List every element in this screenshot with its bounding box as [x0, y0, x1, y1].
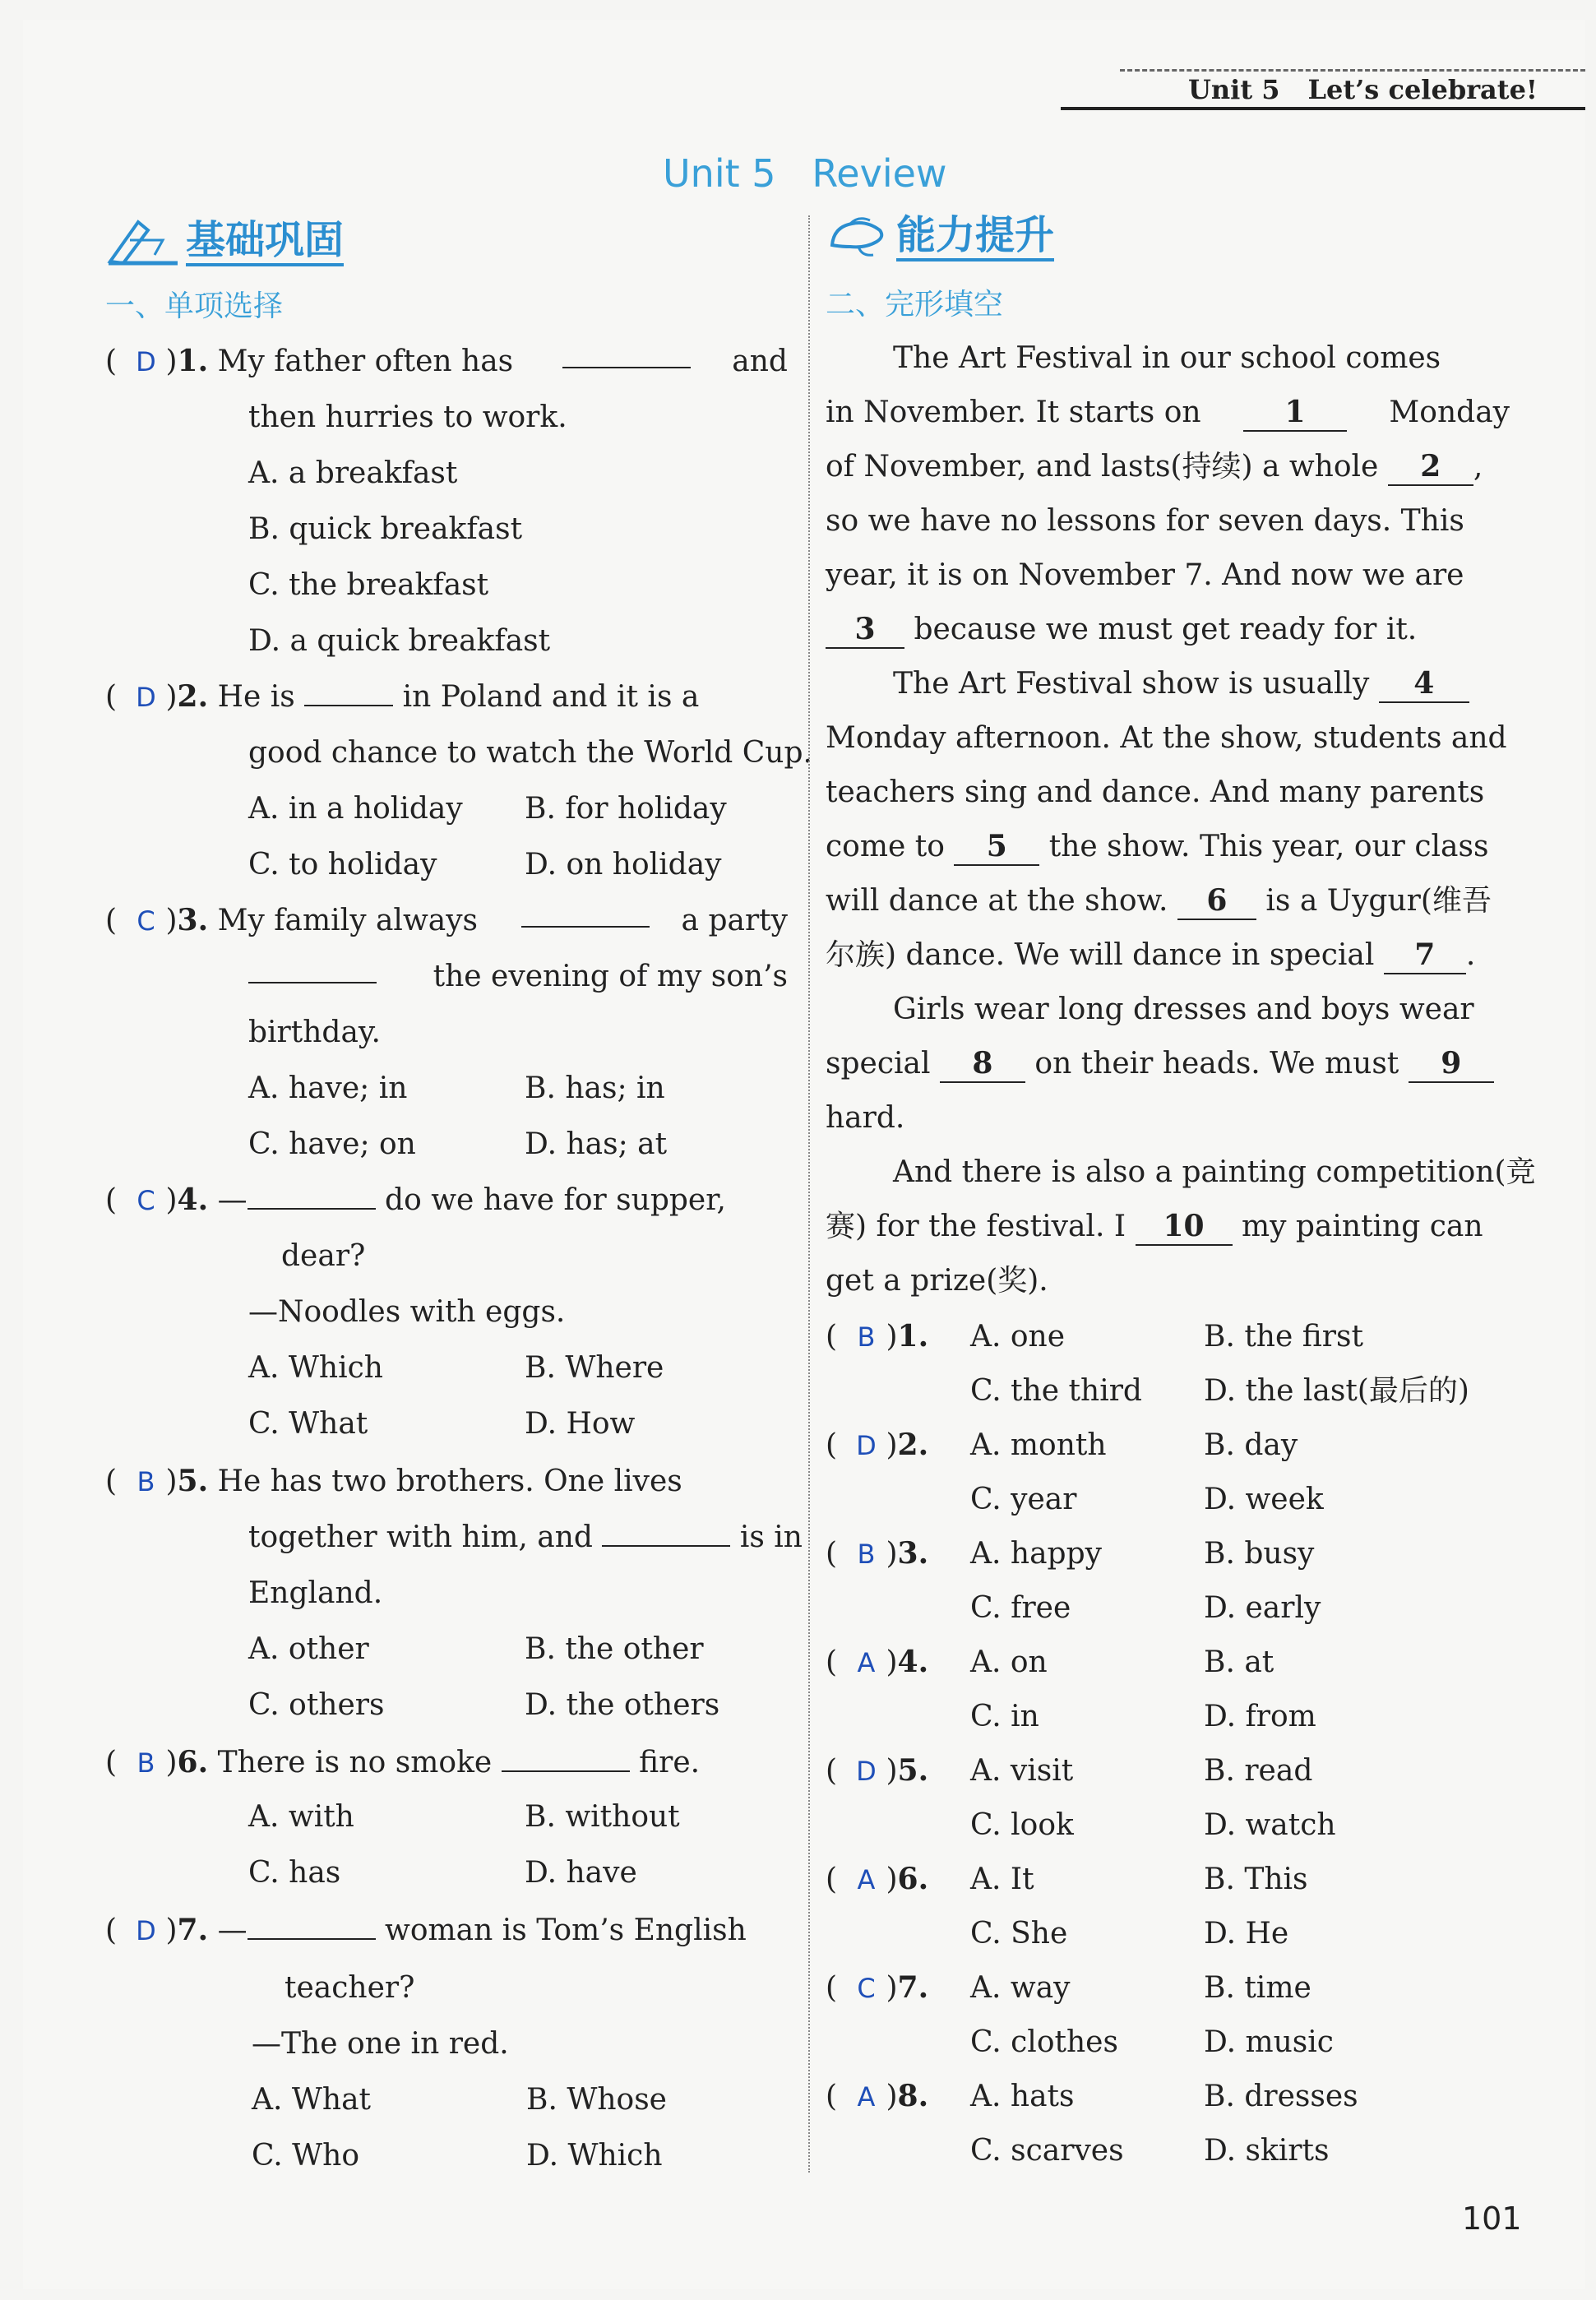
passage-text: The Art Festival in our school comes	[893, 341, 1441, 375]
cloze-item-4: ( A )4.	[826, 1645, 929, 1679]
passage-text: on their heads. We must	[1034, 1047, 1399, 1081]
cloze-item-8: ( A )8.	[826, 2079, 929, 2113]
question-number: 8.	[897, 2079, 929, 2113]
passage-text: .	[1465, 938, 1476, 972]
question-number: 1.	[897, 1319, 929, 1354]
passage-text: Monday	[1389, 396, 1510, 429]
q5-line1: ( B )5. He has two brothers. One lives	[105, 1464, 682, 1498]
blank-number: 1	[1243, 395, 1347, 432]
option-b: B. quick breakfast	[248, 512, 523, 546]
q3-line2	[248, 959, 788, 994]
option-d: D. on holiday	[525, 848, 722, 882]
option-c: C. year	[970, 1483, 1077, 1516]
cloze-item-5: ( D )5.	[826, 1753, 929, 1788]
page-title-review: Review	[812, 151, 947, 196]
answer-mark: A	[857, 1647, 876, 1678]
header-dashed-rule	[1120, 69, 1585, 72]
option-c: C. the breakfast	[248, 568, 489, 602]
question-text: There is no smoke	[217, 1746, 493, 1779]
question-number: 6.	[897, 1862, 929, 1896]
answer-mark: D	[136, 346, 156, 377]
question-number: 6.	[177, 1745, 209, 1779]
answer-mark: D	[136, 682, 156, 713]
passage-text: The Art Festival show is usually	[893, 667, 1370, 701]
q2-line1: ( D )2. He is in Poland and it is a	[105, 679, 700, 714]
passage-line3	[826, 449, 1483, 486]
passage-text: is a Uygur(维吾	[1265, 884, 1492, 918]
question-number: 4.	[177, 1182, 209, 1217]
option-c: C. She	[970, 1917, 1068, 1951]
option-c: C. have; on	[248, 1127, 416, 1161]
passage-text: in November. It starts on	[826, 396, 1201, 429]
option-b: B. time	[1204, 1971, 1311, 2005]
passage-text: 赛) for the festival. I	[826, 1210, 1126, 1243]
question-text: in Poland and it is a	[402, 680, 700, 714]
answer-blank	[304, 682, 393, 706]
blank-number: 4	[1379, 666, 1469, 703]
answer-mark: C	[857, 1973, 876, 2004]
option-a: A. visit	[970, 1754, 1074, 1788]
option-c: C. Who	[252, 2139, 360, 2173]
option-c: C. scarves	[970, 2134, 1124, 2168]
passage-text: Monday afternoon. At the show, students and	[826, 721, 1507, 755]
section-title: 能力提升	[896, 215, 1054, 261]
option-b: B. without	[525, 1800, 680, 1834]
passage-line12	[826, 937, 1475, 974]
question-number: 3.	[177, 903, 209, 937]
option-d: D. skirts	[1204, 2134, 1330, 2168]
option-c: C. What	[248, 1407, 368, 1441]
option-b: B. at	[1204, 1645, 1274, 1679]
page-number: 101	[1462, 2201, 1522, 2237]
answer-mark: D	[136, 1915, 156, 1946]
option-b: B. read	[1204, 1754, 1313, 1788]
question-text: —	[217, 1914, 247, 1947]
section-basic	[105, 215, 344, 266]
passage-line2	[826, 395, 1510, 432]
page-title-unit: Unit 5	[663, 151, 776, 196]
option-a: A. What	[252, 2083, 372, 2117]
passage-text: get a prize(奖).	[826, 1264, 1048, 1298]
blank-number: 2	[1388, 449, 1473, 486]
option-c: C. in	[970, 1700, 1039, 1733]
blank-number: 8	[940, 1046, 1025, 1083]
passage-text: teachers sing and dance. And many parents	[826, 775, 1485, 809]
passage-text: year, it is on November 7. And now we are	[826, 558, 1464, 592]
option-c: C. to holiday	[248, 848, 437, 882]
q1-line1: ( D )1. My father often has and	[105, 344, 788, 378]
option-a: A. a breakfast	[248, 456, 458, 490]
column-divider	[808, 215, 810, 2173]
question-text: dear?	[281, 1239, 366, 1273]
answer-blank	[602, 1522, 730, 1547]
passage-line6	[826, 612, 1417, 649]
option-d: D. music	[1204, 2025, 1334, 2059]
question-text: birthday.	[248, 1016, 381, 1049]
answer-blank	[247, 1185, 376, 1210]
question-number: 7.	[897, 1970, 929, 2005]
option-d: D. the others	[525, 1688, 720, 1722]
option-b: B. the first	[1204, 1320, 1363, 1354]
subsection-title: 一、单项选择	[105, 289, 284, 323]
passage-text: ,	[1473, 450, 1483, 484]
question-number: 7.	[177, 1913, 209, 1947]
blank-number: 7	[1384, 937, 1466, 974]
option-d: D. early	[1204, 1591, 1321, 1625]
passage-text: come to	[826, 830, 945, 863]
option-a: A. month	[970, 1428, 1107, 1462]
answer-mark: D	[856, 1756, 877, 1787]
header-title: Let’s celebrate!	[1307, 74, 1538, 105]
q3-line1: ( C )3. My family always a party	[105, 903, 788, 937]
question-number: 2.	[177, 679, 209, 714]
passage-text: my painting can	[1241, 1210, 1483, 1243]
passage-text: the show. This year, our class	[1048, 830, 1489, 863]
header-rule	[1061, 107, 1585, 110]
question-number: 2.	[897, 1428, 929, 1462]
hand-icon	[826, 212, 891, 261]
passage-text: special	[826, 1047, 931, 1081]
blank-number: 5	[954, 829, 1039, 866]
option-a: A. Which	[248, 1351, 383, 1385]
option-d: D. week	[1204, 1483, 1324, 1516]
cloze-item-3: ( B )3.	[826, 1536, 929, 1571]
cloze-item-1: ( B )1.	[826, 1319, 929, 1354]
option-c: C. has	[248, 1856, 341, 1890]
option-b: B. dresses	[1204, 2080, 1358, 2113]
question-text: fire.	[639, 1746, 701, 1779]
passage-text: 尔族) dance. We will dance in special	[826, 938, 1375, 972]
question-text: —Noodles with eggs.	[248, 1295, 566, 1329]
option-a: A. on	[970, 1645, 1048, 1679]
question-number: 3.	[897, 1536, 929, 1571]
passage-text: because we must get ready for it.	[914, 613, 1418, 646]
q7-line1: ( D )7. — woman is Tom’s English	[105, 1913, 747, 1947]
subsection-title: 二、完形填空	[826, 288, 1004, 322]
answer-mark: D	[856, 1430, 877, 1461]
option-a: A. hats	[970, 2080, 1075, 2113]
option-d: D. have	[525, 1856, 637, 1890]
passage-text: so we have no lessons for seven days. This	[826, 504, 1464, 538]
page-title	[663, 151, 947, 196]
answer-mark: B	[857, 1539, 876, 1570]
option-c: C. look	[970, 1808, 1074, 1842]
option-c: C. clothes	[970, 2025, 1118, 2059]
q6-line1: ( B )6. There is no smoke fire.	[105, 1745, 701, 1779]
answer-mark: B	[857, 1321, 876, 1353]
question-text: is in	[739, 1520, 803, 1554]
option-b: B. Where	[525, 1351, 664, 1385]
q5-line2	[248, 1520, 803, 1555]
blank-number: 10	[1136, 1209, 1233, 1246]
option-a: A. in a holiday	[248, 792, 463, 826]
question-text: a party	[681, 904, 788, 937]
answer-mark: A	[857, 1864, 876, 1895]
option-d: D. watch	[1204, 1808, 1336, 1842]
blank-number: 6	[1177, 883, 1256, 920]
answer-mark: A	[857, 2081, 876, 2113]
option-a: A. with	[248, 1800, 354, 1834]
option-d: D. How	[525, 1407, 636, 1441]
blank-number: 9	[1409, 1046, 1494, 1083]
passage-text: will dance at the show.	[826, 884, 1168, 918]
question-text: England.	[248, 1576, 383, 1610]
blank-number: 3	[826, 612, 904, 649]
option-c: C. free	[970, 1591, 1071, 1625]
question-text: He has two brothers. One lives	[217, 1465, 682, 1498]
passage-line17	[826, 1209, 1483, 1246]
option-a: A. have; in	[248, 1071, 408, 1105]
option-b: B. has; in	[525, 1071, 665, 1105]
option-a: A. way	[970, 1971, 1071, 2005]
cloze-item-2: ( D )2.	[826, 1428, 929, 1462]
option-a: A. other	[248, 1632, 369, 1666]
cloze-item-7: ( C )7.	[826, 1970, 929, 2005]
answer-mark: C	[136, 905, 155, 937]
section-advanced	[826, 212, 1054, 261]
answer-mark: C	[136, 1185, 155, 1216]
question-text: the evening of my son’s	[433, 960, 788, 993]
question-text: and	[732, 345, 788, 378]
question-text: woman is Tom’s English	[385, 1914, 747, 1947]
option-d: D. has; at	[525, 1127, 668, 1161]
answer-blank	[247, 1915, 376, 1940]
question-text: My father often has	[217, 345, 514, 378]
option-b: B. busy	[1204, 1537, 1315, 1571]
option-b: B. the other	[525, 1632, 704, 1666]
passage-line7	[893, 666, 1469, 703]
option-d: D. the last(最后的)	[1204, 1374, 1469, 1408]
option-d: D. He	[1204, 1917, 1289, 1951]
header-unit: Unit 5	[1188, 74, 1280, 105]
answer-blank	[248, 959, 377, 983]
running-header	[1188, 74, 1566, 105]
passage-line14	[826, 1046, 1494, 1083]
passage-text: hard.	[826, 1101, 905, 1135]
answer-mark: B	[136, 1466, 155, 1497]
option-b: B. for holiday	[525, 792, 727, 826]
cloze-item-6: ( A )6.	[826, 1862, 929, 1896]
question-text: My family always	[217, 904, 479, 937]
question-text: do we have for supper,	[385, 1183, 726, 1217]
option-a: A. It	[970, 1863, 1034, 1896]
passage-line11	[826, 883, 1492, 920]
q4-line1: ( C )4. — do we have for supper,	[105, 1182, 726, 1217]
answer-mark: B	[136, 1747, 155, 1779]
option-a: A. one	[970, 1320, 1066, 1354]
passage-line10	[826, 829, 1488, 866]
passage-text: of November, and lasts(持续) a whole	[826, 450, 1379, 484]
question-number: 4.	[897, 1645, 929, 1679]
answer-blank	[521, 903, 650, 928]
passage-text: And there is also a painting competition(竞	[893, 1155, 1536, 1189]
ruler-icon	[105, 215, 181, 266]
option-d: D. Which	[526, 2139, 663, 2173]
option-a: A. happy	[970, 1537, 1102, 1571]
question-text: teacher?	[285, 1971, 415, 2005]
option-c: C. others	[248, 1688, 385, 1722]
question-text: —	[217, 1183, 247, 1217]
passage-text: Girls wear long dresses and boys wear	[893, 993, 1474, 1026]
option-c: C. the third	[970, 1374, 1142, 1408]
answer-blank	[562, 344, 691, 368]
question-text: good chance to watch the World Cup.	[248, 736, 812, 770]
question-text: He is	[217, 680, 295, 714]
question-number: 1.	[177, 344, 209, 378]
section-title: 基础巩固	[186, 220, 344, 266]
option-b: B. day	[1204, 1428, 1298, 1462]
question-number: 5.	[897, 1753, 929, 1788]
answer-blank	[502, 1747, 630, 1772]
question-number: 5.	[177, 1464, 209, 1498]
option-d: D. a quick breakfast	[248, 624, 551, 658]
option-b: B. This	[1204, 1863, 1308, 1896]
question-text: together with him, and	[248, 1520, 593, 1554]
question-text: —The one in red.	[252, 2027, 509, 2061]
question-text: then hurries to work.	[248, 400, 567, 434]
option-b: B. Whose	[526, 2083, 667, 2117]
option-d: D. from	[1204, 1700, 1316, 1733]
